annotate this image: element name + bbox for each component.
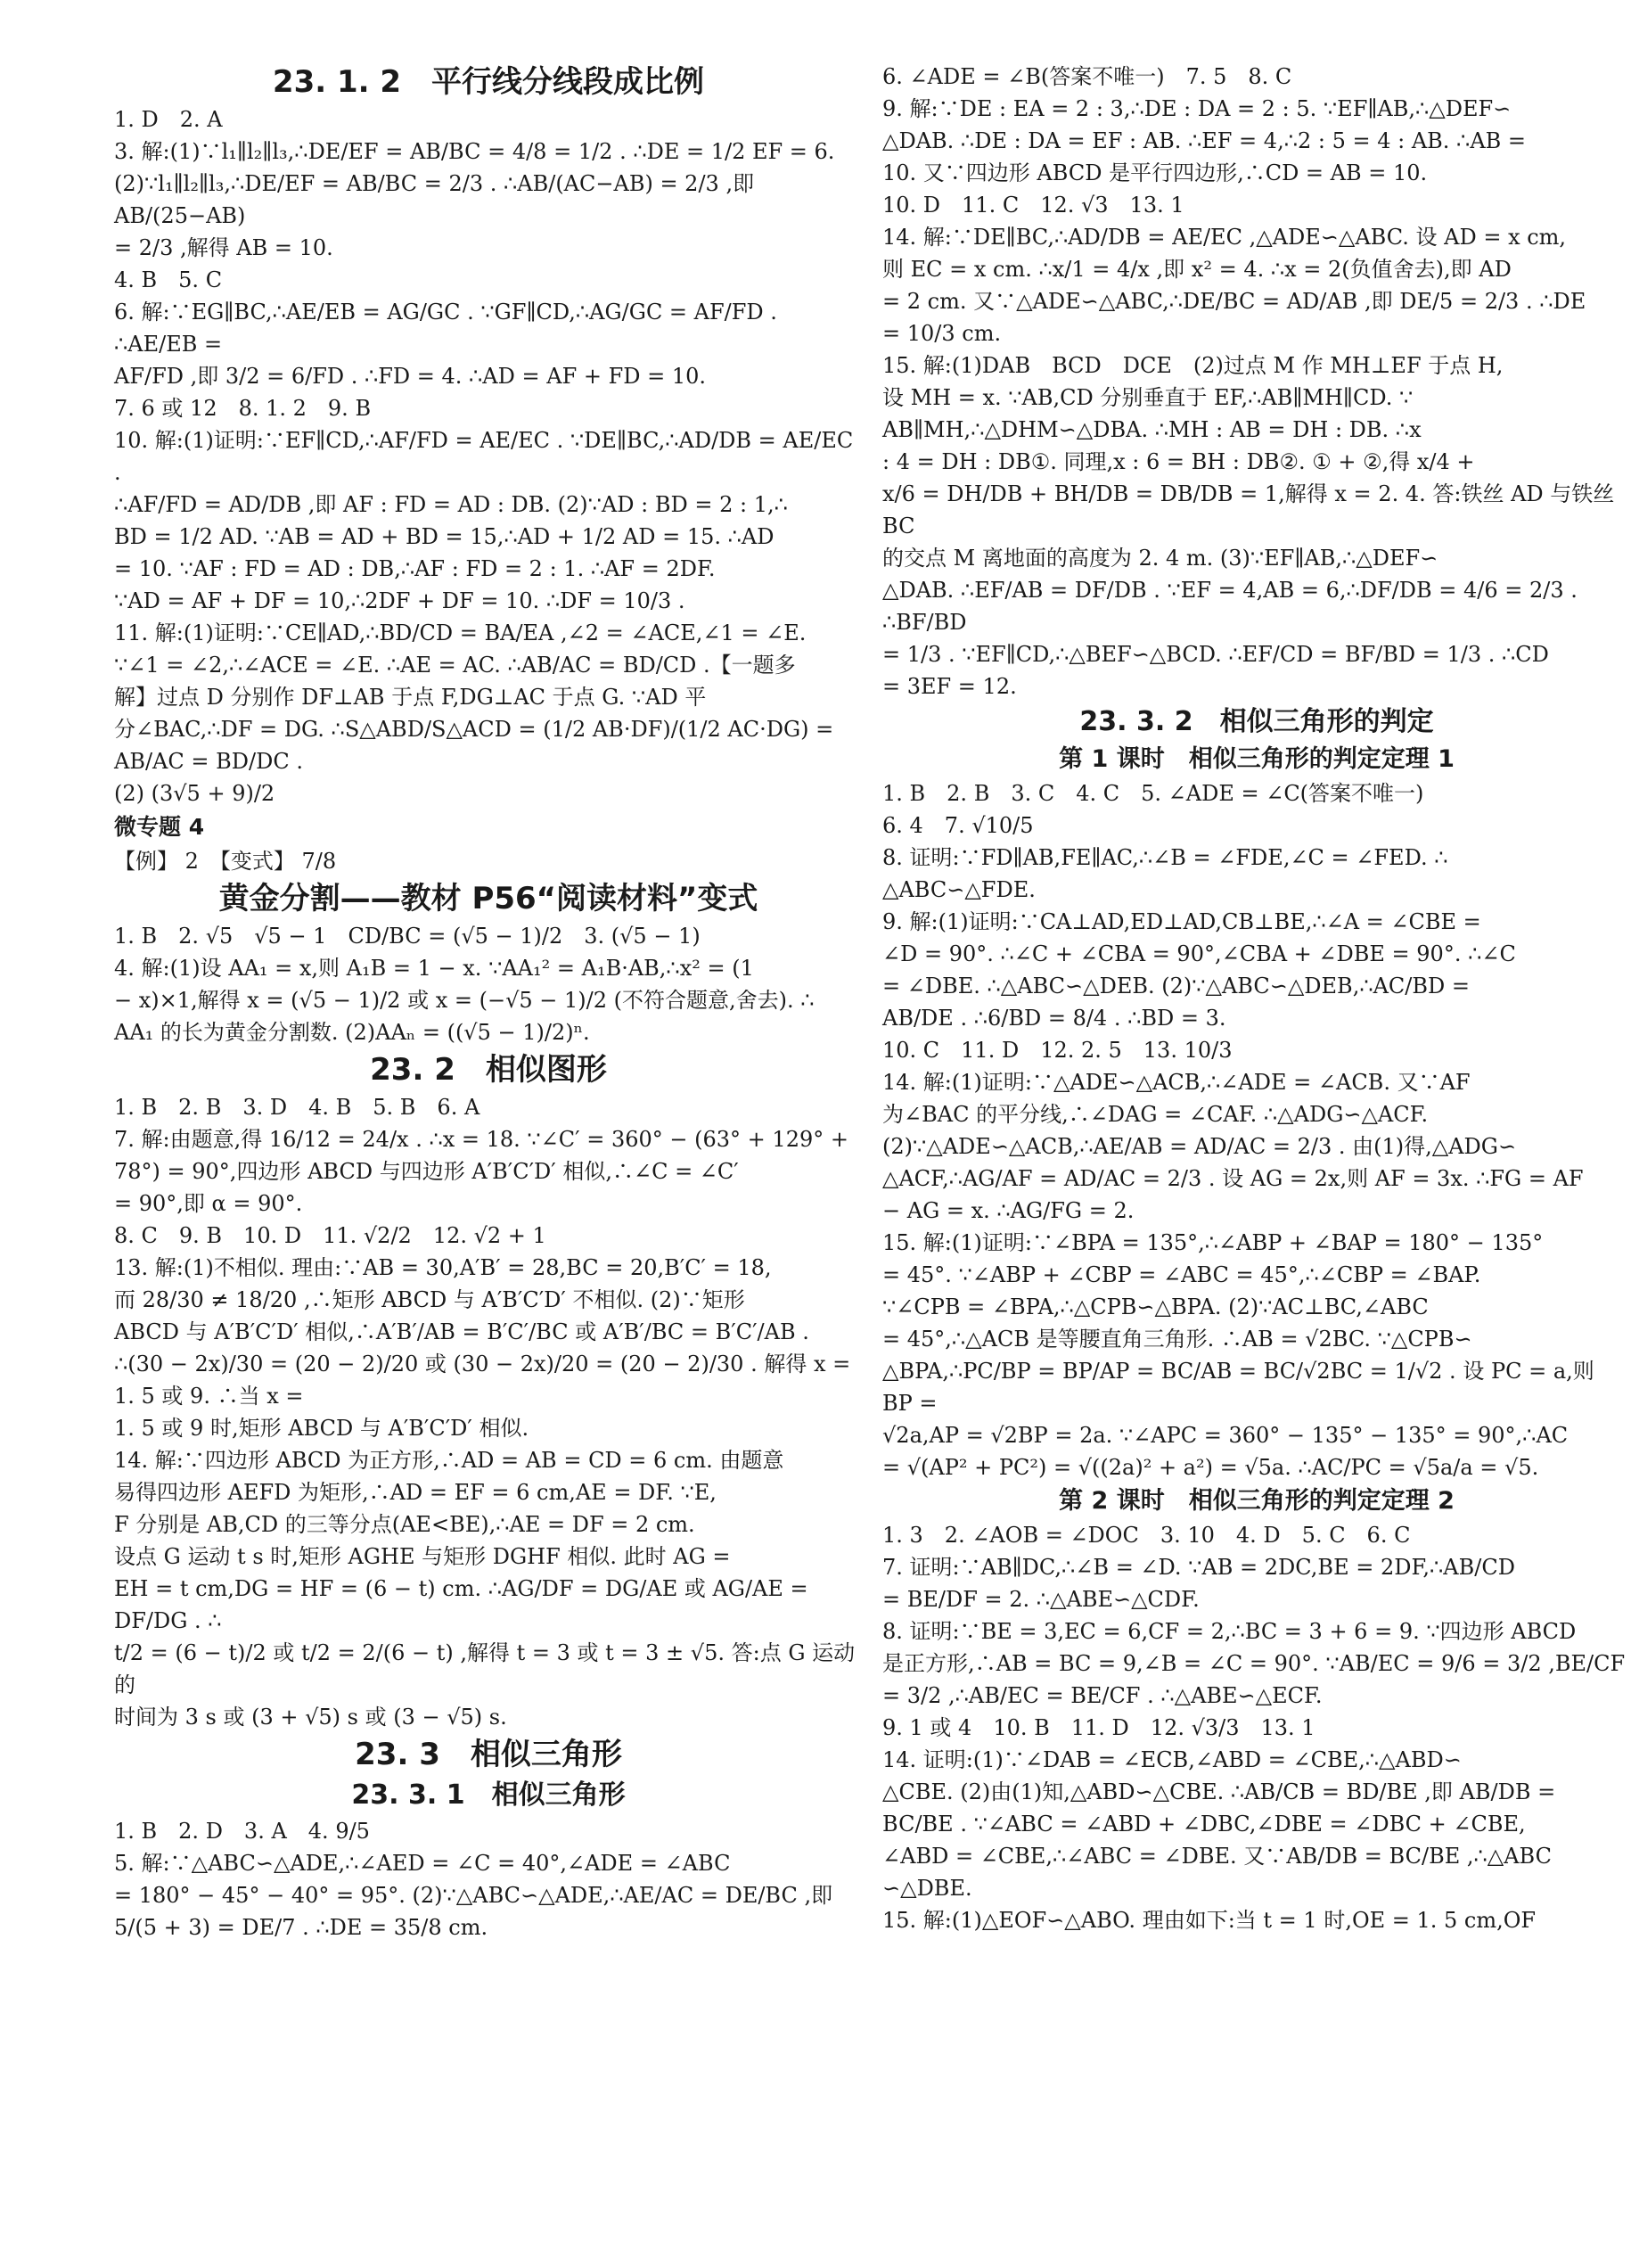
answer-line: F 分别是 AB,CD 的三等分点(AE<BE),∴AE = DF = 2 cm. xyxy=(114,1512,695,1537)
answer-line: ∵AD = AF + DF = 10,∴2DF + DF = 10. ∴DF = 10/3 . xyxy=(114,588,685,613)
answer-line: 1. B 2. B 3. D 4. B 5. B 6. A xyxy=(114,1095,480,1120)
answer-line: 14. 解:∵DE∥BC,∴AD/DB = AE/EC ,△ADE∽△ABC. 设 AD = x cm, xyxy=(882,225,1567,250)
answer-line: 9. 解:(1)证明:∵CA⊥AD,ED⊥AD,CB⊥BE,∴∠A = ∠CBE = xyxy=(882,909,1481,934)
answer-line: AB/DE . ∴6/BD = 8/4 . ∴BD = 3. xyxy=(882,1006,1226,1031)
section-heading: 23. 2 相似图形 xyxy=(370,1052,607,1088)
answer-line: ∠D = 90°. ∴∠C + ∠CBA = 90°,∠CBA + ∠DBE = 90°. ∴∠C xyxy=(882,941,1516,966)
answer-line: = 3/2 ,∴AB/EC = BE/CF . ∴△ABE∽△ECF. xyxy=(882,1683,1323,1708)
answer-line: 8. 证明:∵BE = 3,EC = 6,CF = 2,∴BC = 3 + 6 = 9. ∵四边形 ABCD xyxy=(882,1619,1577,1644)
answer-line: = 10/3 cm. xyxy=(882,321,1002,346)
answer-line: AB∥MH,∴△DHM∽△DBA. ∴MH : AB = DH : DB. ∴x xyxy=(882,417,1422,442)
answer-line: △ACF,∴AG/AF = AD/AC = 2/3 . 设 AG = 2x,则 AF = 3x. ∴FG = AF xyxy=(882,1166,1584,1191)
answer-line: − AG = x. ∴AG/FG = 2. xyxy=(882,1198,1135,1223)
answer-line: t/2 = (6 − t)/2 或 t/2 = 2/(6 − t) ,解得 t = 3 或 t = 3 ± √5. 答:点 G 运动的 xyxy=(114,1640,856,1697)
answer-line: BD = 1/2 AD. ∵AB = AD + BD = 15,∴AD + 1/2 AD = 15. ∴AD xyxy=(114,524,775,549)
section-heading: 23. 3. 2 相似三角形的判定 xyxy=(1079,706,1434,737)
answer-line: 则 EC = x cm. ∴x/1 = 4/x ,即 x² = 4. ∴x = 2(负值舍去),即 AD xyxy=(882,257,1512,282)
section-heading: 黄金分割——教材 P56“阅读材料”变式 xyxy=(218,881,758,916)
answer-line: 6. 4 7. √10/5 xyxy=(882,813,1034,838)
answer-line: (2)∵△ADE∽△ACB,∴AE/AB = AD/AC = 2/3 . 由(1)得,△ADG∽ xyxy=(882,1134,1517,1159)
answer-line: 而 28/30 ≠ 18/20 ,∴矩形 ABCD 与 A′B′C′D′ 不相似. (2)∵矩形 xyxy=(114,1287,745,1312)
answer-line: 10. C 11. D 12. 2. 5 13. 10/3 xyxy=(882,1038,1233,1063)
answer-line: (2)∵l₁∥l₂∥l₃,∴DE/EF = AB/BC = 2/3 . ∴AB/(AC−AB) = 2/3 ,即 AB/(25−AB) xyxy=(114,171,761,228)
answer-line: 15. 解:(1)证明:∵∠BPA = 135°,∴∠ABP + ∠BAP = 180° − 135° xyxy=(882,1230,1544,1255)
answer-line: = BE/DF = 2. ∴△ABE∽△CDF. xyxy=(882,1587,1200,1612)
answer-line: 14. 解:(1)证明:∵△ADE∽△ACB,∴∠ADE = ∠ACB. 又∵AF xyxy=(882,1070,1471,1095)
answer-line: AA₁ 的长为黄金分割数. (2)AAₙ = ((√5 − 1)/2)ⁿ. xyxy=(114,1020,590,1045)
answer-line: 8. C 9. B 10. D 11. √2/2 12. √2 + 1 xyxy=(114,1223,546,1248)
answer-line: = 45°. ∵∠ABP + ∠CBP = ∠ABC = 45°,∴∠CBP = ∠BAP. xyxy=(882,1262,1481,1287)
answer-line: 1. B 2. √5 √5 − 1 CD/BC = (√5 − 1)/2 3. (√5 − 1) xyxy=(114,924,701,949)
answer-line: 设点 G 运动 t s 时,矩形 AGHE 与矩形 DGHF 相似. 此时 AG = xyxy=(114,1544,731,1569)
answer-line: ∽△DBE. xyxy=(882,1876,972,1901)
answer-line: 1. B 2. B 3. C 4. C 5. ∠ADE = ∠C(答案不唯一) xyxy=(882,781,1424,806)
answer-line: 解】过点 D 分别作 DF⊥AB 于点 F,DG⊥AC 于点 G. ∵AD 平 xyxy=(114,685,707,710)
answer-line: 为∠BAC 的平分线,∴∠DAG = ∠CAF. ∴△ADG∽△ACF. xyxy=(882,1102,1429,1127)
section-heading: 23. 1. 2 平行线分线段成比例 xyxy=(272,64,705,100)
answer-line: − x)×1,解得 x = (√5 − 1)/2 或 x = (−√5 − 1)/2 (不符合题意,舍去). ∴ xyxy=(114,988,815,1013)
answer-line: 3. 解:(1)∵l₁∥l₂∥l₃,∴DE/EF = AB/BC = 4/8 = 1/2 . ∴DE = 1/2 EF = 6. xyxy=(114,139,835,164)
right-column xyxy=(882,61,1631,1936)
answer-line: 4. B 5. C xyxy=(114,267,223,292)
answer-line: 6. ∠ADE = ∠B(答案不唯一) 7. 5 8. C xyxy=(882,64,1292,89)
answer-line: (2) (3√5 + 9)/2 xyxy=(114,781,275,806)
answer-line: △ABC∽△FDE. xyxy=(882,877,1036,902)
answer-line: 设 MH = x. ∵AB,CD 分别垂直于 EF,∴AB∥MH∥CD. ∵ xyxy=(882,385,1414,410)
answer-line: 1. 5 或 9 时,矩形 ABCD 与 A′B′C′D′ 相似. xyxy=(114,1416,529,1441)
answer-line: 9. 解:∵DE : EA = 2 : 3,∴DE : DA = 2 : 5. ∵EF∥AB,∴△DEF∽ xyxy=(882,96,1512,121)
answer-line: △CBE. (2)由(1)知,△ABD∽△CBE. ∴AB/CB = BD/BE ,即 AB/DB = xyxy=(882,1779,1556,1804)
answer-line: ∴AF/FD = AD/DB ,即 AF : FD = AD : DB. (2)∵AD : BD = 2 : 1,∴ xyxy=(114,492,788,517)
answer-line: 9. 1 或 4 10. B 11. D 12. √3/3 13. 1 xyxy=(882,1715,1315,1740)
answer-line: x/6 = DH/DB + BH/DB = DB/DB = 1,解得 x = 2. 4. 答:铁丝 AD 与铁丝 BC xyxy=(882,481,1621,538)
answer-line: 78°) = 90°,四边形 ABCD 与四边形 A′B′C′D′ 相似,∴∠C = ∠C′ xyxy=(114,1159,739,1184)
answer-line: √2a,AP = √2BP = 2a. ∵∠APC = 360° − 135° − 135° = 90°,∴AC xyxy=(882,1423,1569,1448)
section-heading: 23. 3. 1 相似三角形 xyxy=(351,1779,626,1811)
answer-line: = 90°,即 α = 90°. xyxy=(114,1191,303,1216)
left-column xyxy=(114,61,863,1943)
answer-line: 易得四边形 AEFD 为矩形,∴AD = EF = 6 cm,AE = DF. ∵E, xyxy=(114,1480,717,1505)
answer-line: = 1/3 . ∵EF∥CD,∴△BEF∽△BCD. ∴EF/CD = BF/BD = 1/3 . ∴CD xyxy=(882,642,1549,667)
answer-line: 7. 解:由题意,得 16/12 = 24/x . ∴x = 18. ∵∠C′ = 360° − (63° + 129° + xyxy=(114,1127,848,1152)
answer-line: 的交点 M 离地面的高度为 2. 4 m. (3)∵EF∥AB,∴△DEF∽ xyxy=(882,546,1438,571)
answer-line: ∵∠1 = ∠2,∴∠ACE = ∠E. ∴AE = AC. ∴AB/AC = BD/CD .【一题多 xyxy=(114,653,796,678)
answer-line: ∠ABD = ∠CBE,∴∠ABC = ∠DBE. 又∵AB/DB = BC/BE ,∴△ABC xyxy=(882,1844,1552,1869)
answer-line: ∵∠CPB = ∠BPA,∴△CPB∽△BPA. (2)∵AC⊥BC,∠ABC xyxy=(882,1294,1429,1319)
answer-line: ABCD 与 A′B′C′D′ 相似,∴A′B′/AB = B′C′/BC 或 A′B′/BC = B′C′/AB . xyxy=(114,1319,809,1344)
answer-line: △DAB. ∴EF/AB = DF/DB . ∵EF = 4,AB = 6,∴DF/DB = 4/6 = 2/3 . ∴BF/BD xyxy=(882,578,1585,635)
answer-line: 10. 又∵四边形 ABCD 是平行四边形,∴CD = AB = 10. xyxy=(882,160,1428,185)
answer-line: : 4 = DH : DB①. 同理,x : 6 = BH : DB②. ① + ②,得 x/4 + xyxy=(882,449,1475,474)
answer-line: 1. 3 2. ∠AOB = ∠DOC 3. 10 4. D 5. C 6. C xyxy=(882,1523,1411,1548)
answer-line: 4. 解:(1)设 AA₁ = x,则 A₁B = 1 − x. ∵AA₁² = A₁B·AB,∴x² = (1 xyxy=(114,956,754,981)
answer-line: 10. 解:(1)证明:∵EF∥CD,∴AF/FD = AE/EC . ∵DE∥BC,∴AD/DB = AE/EC . xyxy=(114,428,860,485)
answer-line: 5/(5 + 3) = DE/7 . ∴DE = 35/8 cm. xyxy=(114,1915,488,1940)
answer-line: △DAB. ∴DE : DA = EF : AB. ∴EF = 4,∴2 : 5 = 4 : AB. ∴AB = xyxy=(882,128,1527,153)
answer-line: 7. 6 或 12 8. 1. 2 9. B xyxy=(114,396,372,421)
answer-line: 15. 解:(1)DAB BCD DCE (2)过点 M 作 MH⊥EF 于点 H, xyxy=(882,353,1504,378)
section-heading: 第 1 课时 相似三角形的判定定理 1 xyxy=(1059,745,1455,773)
answer-line: 14. 解:∵四边形 ABCD 为正方形,∴AD = AB = CD = 6 cm. 由题意 xyxy=(114,1448,784,1473)
answer-line: EH = t cm,DG = HF = (6 − t) cm. ∴AG/DF = DG/AE 或 AG/AE = DF/DG . ∴ xyxy=(114,1576,816,1633)
answer-line: 8. 证明:∵FD∥AB,FE∥AC,∴∠B = ∠FDE,∠C = ∠FED. ∴ xyxy=(882,845,1448,870)
answer-line: 7. 证明:∵AB∥DC,∴∠B = ∠D. ∵AB = 2DC,BE = 2DF,∴AB/CD xyxy=(882,1555,1515,1580)
answer-line: 14. 证明:(1)∵∠DAB = ∠ECB,∠ABD = ∠CBE,∴△ABD∽ xyxy=(882,1747,1462,1772)
answer-line: 15. 解:(1)△EOF∽△ABO. 理由如下:当 t = 1 时,OE = 1. 5 cm,OF xyxy=(882,1908,1537,1933)
answer-line: 是正方形,∴AB = BC = 9,∠B = ∠C = 90°. ∵AB/EC = 9/6 = 3/2 ,BE/CF xyxy=(882,1651,1626,1676)
answer-line: = ∠DBE. ∴△ABC∽△DEB. (2)∵△ABC∽△DEB,∴AC/BD = xyxy=(882,974,1470,998)
answer-line: 6. 解:∵EG∥BC,∴AE/EB = AG/GC . ∵GF∥CD,∴AG/GC = AF/FD . ∴AE/EB = xyxy=(114,300,784,357)
answer-line: = 2 cm. 又∵△ADE∽△ABC,∴DE/BC = AD/AB ,即 DE/5 = 2/3 . ∴DE xyxy=(882,289,1586,314)
answer-line: 1. B 2. D 3. A 4. 9/5 xyxy=(114,1819,370,1844)
section-heading: 23. 3 相似三角形 xyxy=(355,1737,622,1772)
answer-line: = 10. ∵AF : FD = AD : DB,∴AF : FD = 2 : 1. ∴AF = 2DF. xyxy=(114,556,716,581)
answer-line: = 2/3 ,解得 AB = 10. xyxy=(114,235,333,260)
answer-line: 11. 解:(1)证明:∵CE∥AD,∴BD/CD = BA/EA ,∠2 = ∠ACE,∠1 = ∠E. xyxy=(114,620,807,645)
section-heading: 微专题 4 xyxy=(114,814,205,840)
section-heading: 第 2 课时 相似三角形的判定定理 2 xyxy=(1059,1487,1455,1515)
answer-line: 1. D 2. A xyxy=(114,107,223,132)
answer-line: 5. 解:∵△ABC∽△ADE,∴∠AED = ∠C = 40°,∠ADE = ∠ABC xyxy=(114,1851,731,1876)
answer-line: = 180° − 45° − 40° = 95°. (2)∵△ABC∽△ADE,∴AE/AC = DE/BC ,即 xyxy=(114,1883,833,1908)
answer-line: 分∠BAC,∴DF = DG. ∴S△ABD/S△ACD = (1/2 AB·DF)/(1/2 AC·DG) = AB/AC = BD/DC . xyxy=(114,717,840,774)
answer-line: BC/BE . ∵∠ABC = ∠ABD + ∠DBC,∠DBE = ∠DBC + ∠CBE, xyxy=(882,1812,1526,1837)
answer-line: 时间为 3 s 或 (3 + √5) s 或 (3 − √5) s. xyxy=(114,1705,507,1730)
answer-line: 10. D 11. C 12. √3 13. 1 xyxy=(882,193,1184,218)
answer-line: △BPA,∴PC/BP = BP/AP = BC/AB = BC/√2BC = 1/√2 . 设 PC = a,则 BP = xyxy=(882,1359,1602,1416)
answer-line: 13. 解:(1)不相似. 理由:∵AB = 30,A′B′ = 28,BC = 20,B′C′ = 18, xyxy=(114,1255,772,1280)
answer-line: = 45°,∴△ACB 是等腰直角三角形. ∴AB = √2BC. ∵△CPB∽ xyxy=(882,1327,1472,1352)
answer-line: = √(AP² + PC²) = √((2a)² + a²) = √5a. ∴AC/PC = √5a/a = √5. xyxy=(882,1455,1539,1480)
answer-line: = 3EF = 12. xyxy=(882,674,1017,699)
answer-line: 【例】 2 【变式】 7/8 xyxy=(114,849,337,874)
answer-line: AF/FD ,即 3/2 = 6/FD . ∴FD = 4. ∴AD = AF + FD = 10. xyxy=(114,364,707,389)
answer-line: ∴(30 − 2x)/30 = (20 − 2)/20 或 (30 − 2x)/20 = (20 − 2)/30 . 解得 x = 1. 5 或 9. ∴当 x = xyxy=(114,1352,857,1409)
